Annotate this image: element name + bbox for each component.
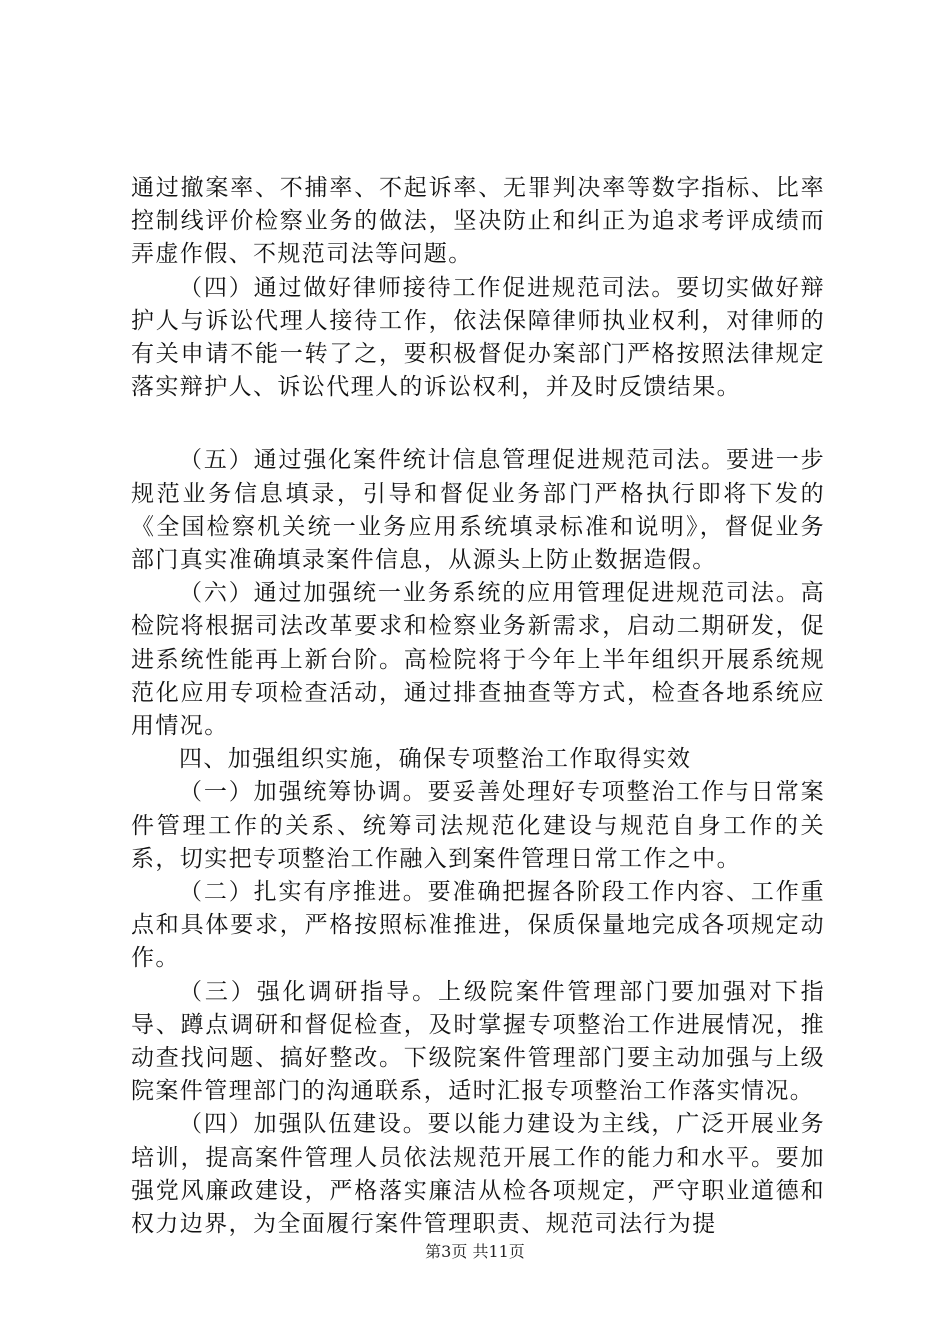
- paragraph-statistics-management: （五）通过强化案件统计信息管理促进规范司法。要进一步规范业务信息填录，引导和督促业务部门严格执行即将下发的《全国检察机关统一业务应用系统填录标准和说明》，督促业务部门真实准确填录案件信息，从源头上防止数据造假。: [131, 447, 825, 574]
- paragraph-lawyer-reception: （四）通过做好律师接待工作促进规范司法。要切实做好辩护人与诉讼代理人接待工作，依法保障律师执业权利，对律师的有关申请不能一转了之，要积极督促办案部门严格按照法律规定落实辩护人、诉讼代理人的诉讼权利，并及时反馈结果。: [131, 274, 825, 401]
- paragraph-coordination: （一）加强统筹协调。要妥善处理好专项整治工作与日常案件管理工作的关系、统筹司法规范化建设与规范自身工作的关系，切实把专项整治工作融入到案件管理日常工作之中。: [131, 779, 825, 872]
- paragraph-continuation: 通过撤案率、不捕率、不起诉率、无罪判决率等数字指标、比率控制线评价检察业务的做法，坚决防止和纠正为追求考评成绩而弄虚作假、不规范司法等问题。: [131, 175, 825, 268]
- paragraph-orderly-progress: （二）扎实有序推进。要准确把握各阶段工作内容、工作重点和具体要求，严格按照标准推进，保质保量地完成各项规定动作。: [131, 879, 825, 972]
- paragraph-team-building: （四）加强队伍建设。要以能力建设为主线，广泛开展业务培训，提高案件管理人员依法规范开展工作的能力和水平。要加强党风廉政建设，严格落实廉洁从检各项规定，严守职业道德和权力边界，为全面履行案件管理职责、规范司法行为提: [131, 1111, 825, 1238]
- document-body: [131, 172, 825, 1241]
- paragraph-research-guidance: （三）强化调研指导。上级院案件管理部门要加强对下指导、蹲点调研和督促检查，及时掌握专项整治工作进展情况，推动查找问题、搞好整改。下级院案件管理部门要主动加强与上级院案件管理部门的沟通联系，适时汇报专项整治工作落实情况。: [131, 978, 825, 1105]
- page-number-footer: 第3页 共11页: [425, 1242, 525, 1261]
- section-heading-organization: 四、加强组织实施，确保专项整治工作取得实效: [179, 746, 692, 773]
- paragraph-system-management: （六）通过加强统一业务系统的应用管理促进规范司法。高检院将根据司法改革要求和检察业务新需求，启动二期研发，促进系统性能再上新台阶。高检院将于今年上半年组织开展系统规范化应用专项检查活动，通过排查抽查等方式，检查各地系统应用情况。: [131, 580, 825, 740]
